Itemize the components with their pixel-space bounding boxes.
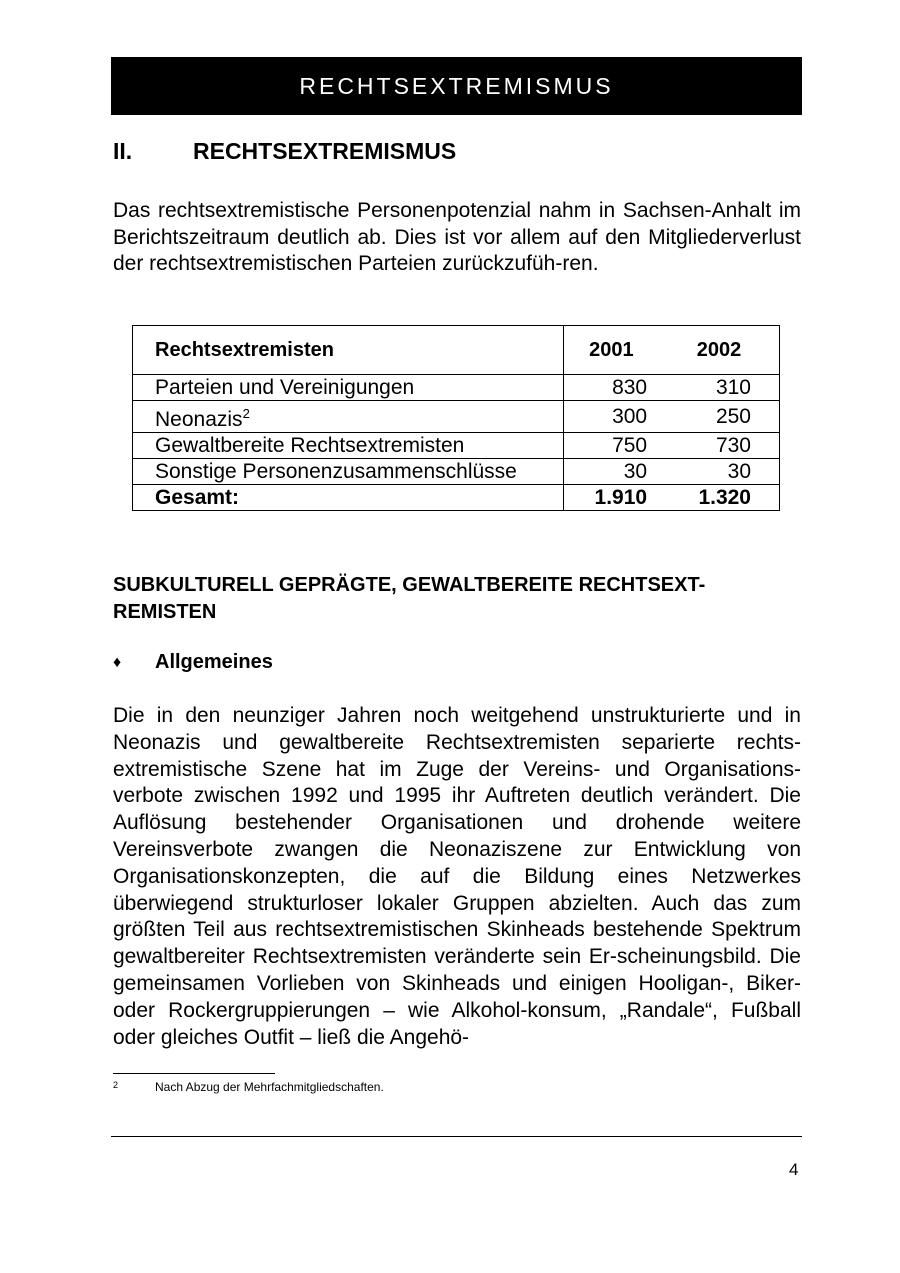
row-value-2002: 310 bbox=[659, 375, 779, 401]
table-total-row bbox=[133, 485, 780, 511]
intro-paragraph: Das rechtsextremistische Personenpotenzial nahm in Sachsen-Anhalt im Berichtszeitraum deutlich ab. Dies ist vor allem auf den Mitgliederverlust der rechtsextremistischen Parteien zurückzufüh-ren. bbox=[113, 199, 801, 275]
subsection-heading: SUBKULTURELL GEPRÄGTE, GEWALTBEREITE RECHTSEXT-REMISTEN bbox=[113, 574, 706, 623]
table-row bbox=[133, 433, 780, 459]
chapter-banner-title: RECHTSEXTREMISMUS bbox=[299, 72, 614, 99]
total-value-2002: 1.320 bbox=[659, 485, 779, 511]
table-header-row bbox=[133, 326, 780, 375]
page-footer-divider bbox=[111, 1136, 802, 1137]
row-label-text: Neonazis bbox=[155, 408, 243, 431]
footnote-ref: 2 bbox=[242, 406, 250, 421]
row-value-2001: 830 bbox=[563, 375, 659, 401]
footnote-text: Nach Abzug der Mehrfachmitgliedschaften. bbox=[155, 1080, 384, 1094]
table-row bbox=[133, 459, 780, 485]
bullet-heading-title: Allgemeines bbox=[155, 651, 273, 673]
table-header-label: Rechtsextremisten bbox=[133, 326, 564, 375]
row-label: Sonstige Personenzusammenschlüsse bbox=[133, 459, 564, 485]
section-number: II. bbox=[113, 138, 133, 164]
section-title: RECHTSEXTREMISMUS bbox=[193, 138, 457, 164]
table-header-2001: 2001 bbox=[563, 326, 659, 375]
footnote-mark: 2 bbox=[113, 1080, 119, 1090]
row-value-2002: 250 bbox=[659, 401, 779, 433]
page-number: 4 bbox=[789, 1160, 799, 1179]
row-value-2002: 730 bbox=[659, 433, 779, 459]
row-value-2002: 30 bbox=[659, 459, 779, 485]
diamond-bullet-icon: ♦ bbox=[113, 653, 122, 671]
row-value-2001: 750 bbox=[563, 433, 659, 459]
row-label bbox=[133, 401, 564, 433]
total-value-2001: 1.910 bbox=[563, 485, 659, 511]
statistics-table bbox=[132, 325, 780, 511]
row-value-2001: 300 bbox=[563, 401, 659, 433]
table-header-2002: 2002 bbox=[659, 326, 779, 375]
table-row bbox=[133, 401, 780, 433]
body-paragraph: Die in den neunziger Jahren noch weitgehend unstrukturierte und in Neonazis und gewaltbereite Rechtsextremisten separierte rechts-extremistische Szene hat im Zuge der Vereins- und Organisations-verbote zwischen 1992 und 1995 ihr Auftreten deutlich verändert. Die Auflösung bestehender Organisationen und drohende weitere Vereinsverbote zwangen die Neonaziszene zur Entwicklung von Organisationskonzepten, die auf die Bildung eines Netzwerkes überwiegend strukturloser lokaler Gruppen abzielten. Auch das zum größten Teil aus rechtsextremistischen Skinheads bestehende Spektrum gewaltbereiter Rechtsextremisten veränderte sein Er-scheinungsbild. Die gemeinsamen Vorlieben von Skinheads und einigen Hooligan-, Biker- oder Rockergruppierungen – wie Alkohol-konsum, „Randale“, Fußball oder gleiches Outfit – ließ die Angehö- bbox=[113, 704, 801, 1049]
row-label: Parteien und Vereinigungen bbox=[133, 375, 564, 401]
table-row bbox=[133, 375, 780, 401]
bullet-heading bbox=[113, 651, 273, 674]
row-value-2001: 30 bbox=[563, 459, 659, 485]
row-label: Gewaltbereite Rechtsextremisten bbox=[133, 433, 564, 459]
chapter-banner bbox=[111, 57, 802, 115]
section-heading bbox=[113, 138, 456, 165]
total-label: Gesamt: bbox=[133, 485, 564, 511]
footnote bbox=[113, 1080, 384, 1094]
footnote-divider bbox=[113, 1073, 275, 1074]
